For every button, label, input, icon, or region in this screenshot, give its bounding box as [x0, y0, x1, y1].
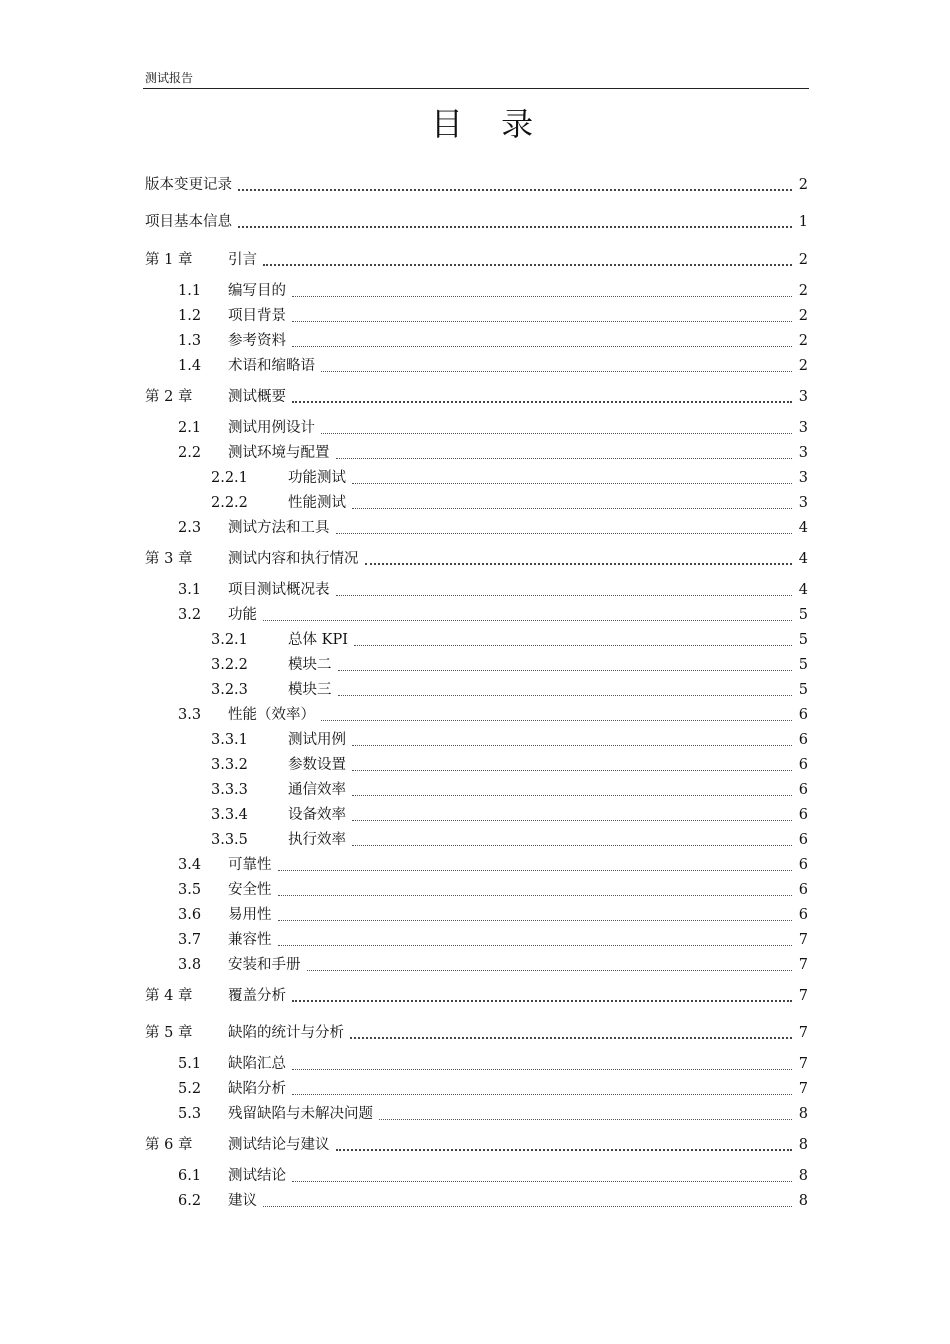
- toc-entry-title: 引言: [228, 252, 257, 268]
- toc-entry-number: 3.3.2: [211, 757, 248, 773]
- toc-entry-title: 术语和缩略语: [228, 358, 315, 374]
- toc-entry-number: 第 2 章: [145, 389, 193, 405]
- toc-dot-leader: [352, 806, 792, 824]
- toc-entry-page: 7: [798, 988, 808, 1004]
- toc-entry-title: 总体 KPI: [288, 632, 348, 648]
- toc-entry-page: 1: [798, 214, 808, 230]
- toc-entry[interactable]: [0, 548, 950, 570]
- toc-entry-title: 残留缺陷与未解决问题: [228, 1106, 373, 1122]
- toc-entry-title: 测试概要: [228, 389, 286, 405]
- toc-entry-number: 3.2.3: [211, 682, 248, 698]
- toc-entry-number: 第 4 章: [145, 988, 193, 1004]
- toc-entry[interactable]: [0, 854, 950, 876]
- toc-entry-title: 测试用例: [288, 732, 346, 748]
- toc-entry-page: 2: [798, 358, 808, 374]
- toc-dot-leader: [352, 831, 792, 849]
- toc-dot-leader: [338, 681, 792, 699]
- toc-entry[interactable]: [0, 442, 950, 464]
- toc-entry-page: 6: [798, 907, 808, 923]
- toc-entry-number: 3.4: [178, 857, 202, 873]
- toc-entry-page: 6: [798, 707, 808, 723]
- toc-dot-leader: [352, 756, 792, 774]
- toc-entry[interactable]: [0, 1134, 950, 1156]
- toc-entry-number: 3.7: [178, 932, 202, 948]
- toc-entry-title: 执行效率: [288, 832, 346, 848]
- page-title: 目 录: [430, 105, 548, 143]
- toc-entry-title: 缺陷的统计与分析: [228, 1025, 344, 1041]
- toc-entry-title: 测试结论与建议: [228, 1137, 330, 1153]
- toc-entry-number: 2.2.2: [211, 495, 248, 511]
- toc-entry[interactable]: [0, 704, 950, 726]
- toc-dot-leader: [292, 388, 792, 406]
- toc-dot-leader: [321, 706, 792, 724]
- toc-entry-title: 建议: [228, 1193, 257, 1209]
- toc-entry-number: 3.3: [178, 707, 202, 723]
- toc-entry[interactable]: [0, 517, 950, 539]
- toc-entry-page: 7: [798, 957, 808, 973]
- toc-entry-page: 5: [798, 682, 808, 698]
- toc-entry[interactable]: [0, 954, 950, 976]
- toc-entry[interactable]: [0, 804, 950, 826]
- toc-entry[interactable]: [0, 467, 950, 489]
- toc-entry-title: 通信效率: [288, 782, 346, 798]
- toc-dot-leader: [238, 176, 792, 194]
- running-header: 测试报告: [145, 71, 194, 85]
- toc-entry-page: 4: [798, 520, 808, 536]
- toc-entry-page: 5: [798, 607, 808, 623]
- toc-dot-leader: [238, 213, 792, 231]
- toc-entry-title: 性能测试: [288, 495, 346, 511]
- toc-entry-title: 测试用例设计: [228, 420, 315, 436]
- toc-entry-number: 6.1: [178, 1168, 202, 1184]
- toc-entry-page: 5: [798, 632, 808, 648]
- toc-dot-leader: [354, 631, 792, 649]
- toc-dot-leader: [352, 494, 792, 512]
- toc-entry-page: 3: [798, 495, 808, 511]
- toc-entry-number: 3.1: [178, 582, 202, 598]
- toc-entry-page: 8: [798, 1168, 808, 1184]
- toc-entry[interactable]: [0, 211, 950, 233]
- toc-entry-title: 测试方法和工具: [228, 520, 330, 536]
- toc-entry-page: 6: [798, 807, 808, 823]
- toc-entry[interactable]: [0, 654, 950, 676]
- toc-dot-leader: [350, 1024, 792, 1042]
- toc-entry[interactable]: [0, 249, 950, 271]
- toc-entry-title: 安全性: [228, 882, 272, 898]
- toc-entry[interactable]: [0, 386, 950, 408]
- toc-entry-title: 易用性: [228, 907, 272, 923]
- toc-entry-page: 4: [798, 551, 808, 567]
- toc-entry-page: 2: [798, 177, 808, 193]
- toc-dot-leader: [292, 282, 792, 300]
- toc-entry-page: 4: [798, 582, 808, 598]
- toc-dot-leader: [292, 1055, 792, 1073]
- toc-dot-leader: [336, 444, 792, 462]
- toc-entry[interactable]: [0, 904, 950, 926]
- toc-entry-page: 3: [798, 470, 808, 486]
- toc-entry-page: 7: [798, 1025, 808, 1041]
- toc-entry-number: 第 5 章: [145, 1025, 193, 1041]
- toc-dot-leader: [338, 656, 792, 674]
- toc-entry-title: 编写目的: [228, 283, 286, 299]
- toc-entry-number: 3.2: [178, 607, 202, 623]
- toc-dot-leader: [292, 987, 792, 1005]
- toc-entry-page: 8: [798, 1193, 808, 1209]
- toc-dot-leader: [292, 1080, 792, 1098]
- toc-entry-title: 功能: [228, 607, 257, 623]
- toc-dot-leader: [321, 357, 792, 375]
- toc-dot-leader: [352, 469, 792, 487]
- toc-entry-number: 3.6: [178, 907, 202, 923]
- toc-entry-title: 项目测试概况表: [228, 582, 330, 598]
- toc-dot-leader: [278, 906, 792, 924]
- toc-entry-page: 3: [798, 420, 808, 436]
- toc-entry-number: 5.1: [178, 1056, 202, 1072]
- toc-entry[interactable]: [0, 1053, 950, 1075]
- toc-dot-leader: [278, 856, 792, 874]
- toc-dot-leader: [263, 1192, 792, 1210]
- toc-dot-leader: [263, 606, 792, 624]
- toc-entry-number: 1.1: [178, 283, 202, 299]
- toc-entry-number: 3.5: [178, 882, 202, 898]
- toc-dot-leader: [292, 1167, 792, 1185]
- toc-entry-number: 第 6 章: [145, 1137, 193, 1153]
- toc-entry-number: 1.4: [178, 358, 202, 374]
- toc-entry-title: 设备效率: [288, 807, 346, 823]
- toc-dot-leader: [379, 1105, 792, 1123]
- toc-entry-number: 3.2.1: [211, 632, 248, 648]
- toc-dot-leader: [292, 307, 792, 325]
- toc-entry-title: 项目背景: [228, 308, 286, 324]
- toc-entry[interactable]: [0, 754, 950, 776]
- toc-entry[interactable]: [0, 492, 950, 514]
- toc-entry-number: 第 3 章: [145, 551, 193, 567]
- toc-entry-number: 2.2.1: [211, 470, 248, 486]
- toc-entry-title: 版本变更记录: [145, 177, 232, 193]
- toc-entry[interactable]: [0, 174, 950, 196]
- toc-entry-title: 项目基本信息: [145, 214, 232, 230]
- toc-entry[interactable]: [0, 1165, 950, 1187]
- toc-entry[interactable]: [0, 829, 950, 851]
- toc-entry[interactable]: [0, 417, 950, 439]
- toc-entry-page: 2: [798, 308, 808, 324]
- toc-entry-title: 测试结论: [228, 1168, 286, 1184]
- toc-entry-title: 模块三: [288, 682, 332, 698]
- toc-entry-title: 兼容性: [228, 932, 272, 948]
- toc-entry[interactable]: [0, 679, 950, 701]
- toc-entry-number: 3.3.4: [211, 807, 248, 823]
- toc-entry-title: 缺陷汇总: [228, 1056, 286, 1072]
- toc-entry-title: 覆盖分析: [228, 988, 286, 1004]
- toc-dot-leader: [336, 519, 792, 537]
- toc-dot-leader: [352, 781, 792, 799]
- toc-entry-page: 6: [798, 857, 808, 873]
- toc-entry-title: 缺陷分析: [228, 1081, 286, 1097]
- toc-dot-leader: [352, 731, 792, 749]
- toc-entry[interactable]: [0, 305, 950, 327]
- toc-entry[interactable]: [0, 1022, 950, 1044]
- toc-entry-title: 安装和手册: [228, 957, 301, 973]
- toc-entry-page: 6: [798, 782, 808, 798]
- toc-entry-number: 3.8: [178, 957, 202, 973]
- toc-entry-page: 6: [798, 882, 808, 898]
- toc-entry-title: 模块二: [288, 657, 332, 673]
- toc-entry-page: 3: [798, 389, 808, 405]
- toc-dot-leader: [336, 581, 792, 599]
- toc-entry[interactable]: [0, 779, 950, 801]
- toc-dot-leader: [336, 1136, 792, 1154]
- toc-entry-number: 3.3.5: [211, 832, 248, 848]
- toc-entry-number: 1.2: [178, 308, 202, 324]
- toc-entry-title: 测试内容和执行情况: [228, 551, 359, 567]
- toc-entry[interactable]: [0, 280, 950, 302]
- toc-entry-page: 8: [798, 1106, 808, 1122]
- toc-entry[interactable]: [0, 355, 950, 377]
- toc-entry-title: 参考资料: [228, 333, 286, 349]
- toc-entry[interactable]: [0, 579, 950, 601]
- toc-dot-leader: [278, 881, 792, 899]
- toc-entry[interactable]: [0, 879, 950, 901]
- toc-dot-leader: [365, 550, 792, 568]
- toc-entry-title: 参数设置: [288, 757, 346, 773]
- toc-entry-page: 2: [798, 283, 808, 299]
- toc-entry-page: 6: [798, 757, 808, 773]
- toc-entry-title: 可靠性: [228, 857, 272, 873]
- toc-entry-page: 2: [798, 333, 808, 349]
- toc-entry-number: 6.2: [178, 1193, 202, 1209]
- toc-entry[interactable]: [0, 604, 950, 626]
- toc-entry-number: 3.3.3: [211, 782, 248, 798]
- toc-dot-leader: [263, 251, 792, 269]
- toc-dot-leader: [278, 931, 792, 949]
- toc-entry-page: 7: [798, 932, 808, 948]
- toc-entry-page: 7: [798, 1081, 808, 1097]
- toc-dot-leader: [307, 956, 792, 974]
- toc-entry[interactable]: [0, 729, 950, 751]
- toc-entry-number: 2.1: [178, 420, 202, 436]
- toc-entry[interactable]: [0, 330, 950, 352]
- toc-entry[interactable]: [0, 985, 950, 1007]
- toc-entry-page: 6: [798, 832, 808, 848]
- toc-entry-number: 2.3: [178, 520, 202, 536]
- toc-entry-page: 3: [798, 445, 808, 461]
- toc-entry-number: 2.2: [178, 445, 202, 461]
- toc-entry-title: 功能测试: [288, 470, 346, 486]
- toc-entry-number: 第 1 章: [145, 252, 193, 268]
- toc-entry-number: 1.3: [178, 333, 202, 349]
- toc-entry-number: 5.3: [178, 1106, 202, 1122]
- toc-entry[interactable]: [0, 629, 950, 651]
- toc-entry[interactable]: [0, 929, 950, 951]
- toc-entry-page: 6: [798, 732, 808, 748]
- toc-entry-title: 测试环境与配置: [228, 445, 330, 461]
- toc-entry-page: 8: [798, 1137, 808, 1153]
- toc-entry[interactable]: [0, 1078, 950, 1100]
- toc-entry-title: 性能（效率）: [228, 707, 315, 723]
- toc-entry-number: 3.2.2: [211, 657, 248, 673]
- toc-dot-leader: [321, 419, 792, 437]
- toc-dot-leader: [292, 332, 792, 350]
- toc-entry[interactable]: [0, 1190, 950, 1212]
- toc-entry[interactable]: [0, 1103, 950, 1125]
- toc-entry-page: 7: [798, 1056, 808, 1072]
- toc-entry-number: 5.2: [178, 1081, 202, 1097]
- toc-entry-page: 5: [798, 657, 808, 673]
- toc-entry-number: 3.3.1: [211, 732, 248, 748]
- toc-entry-page: 2: [798, 252, 808, 268]
